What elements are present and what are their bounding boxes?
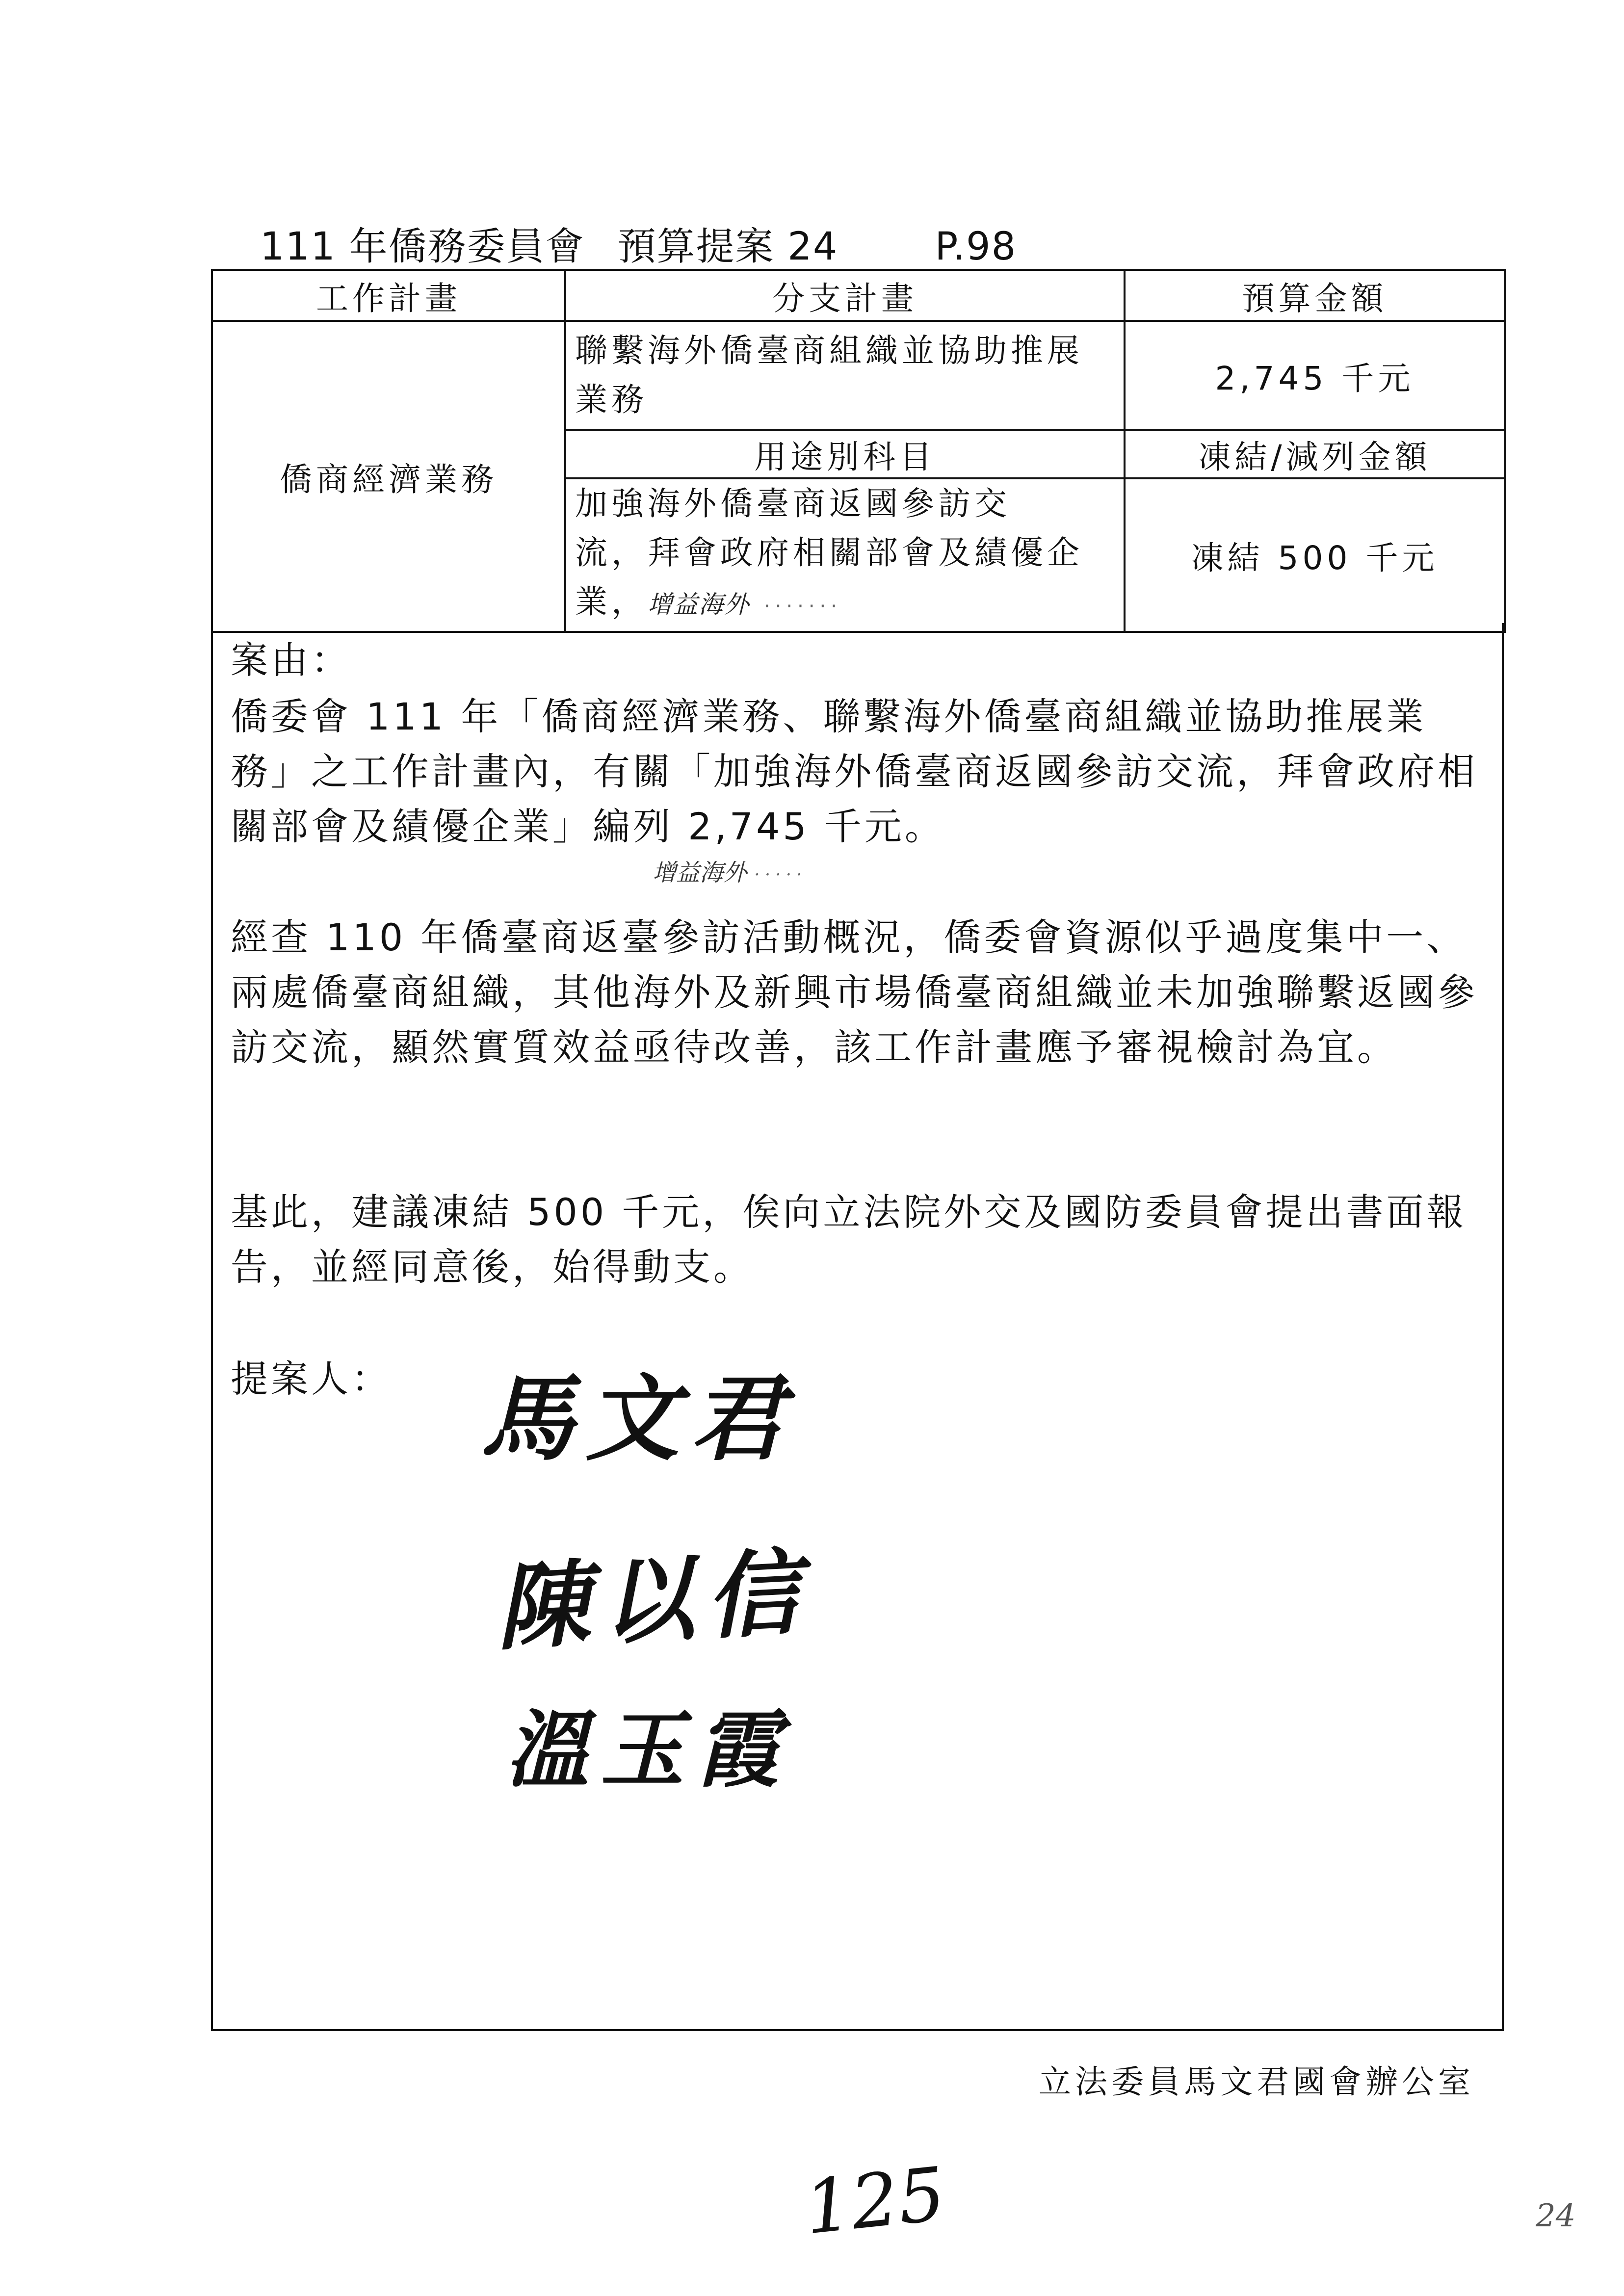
paragraph-handwritten-note (653, 854, 807, 887)
paragraph-note-text: 增益海外 (653, 859, 747, 887)
col-header-expense-item: 用途別科目 (565, 430, 1125, 478)
col-header-budget-amount: 預算金額 (1125, 270, 1505, 321)
reason-paragraph-2: 經查 110 年僑臺商返臺參訪活動概況，僑委會資源似乎過度集中一、兩處僑臺商組織，其他海外及新興市場僑臺商組織並未加強聯繫返國參訪交流，顯然實質效益亟待改善，該工作計畫應予審視檢討為宜。 (231, 915, 1478, 1069)
work-plan-cell: 僑商經濟業務 (212, 321, 565, 632)
reason-label: 案由： (231, 638, 351, 682)
col-header-freeze-amount: 凍結/減列金額 (1125, 430, 1505, 478)
expense-item-line-3-text: 業， (575, 583, 648, 621)
signature-2: 陳以信 (493, 1537, 814, 1663)
page-number: 125 (800, 2151, 949, 2251)
col-header-branch-plan: 分支計畫 (565, 270, 1125, 321)
header-proposal: 預算提案 24 (617, 225, 838, 269)
expense-item-line-2: 流，拜會政府相關部會及績優企 (575, 534, 1083, 572)
branch-plan-cell: 聯繫海外僑臺商組織並協助推展業務 (565, 321, 1125, 430)
annotation-dots: ······· (763, 595, 842, 618)
table-header-row (212, 270, 1505, 321)
signature-3: 溫玉霞 (505, 1701, 791, 1799)
freeze-amount-cell: 凍結 500 千元 (1125, 478, 1505, 632)
budget-amount-cell: 2,745 千元 (1125, 321, 1505, 430)
table-row (212, 321, 1505, 430)
col-header-work-plan: 工作計畫 (212, 270, 565, 321)
paragraph-note-dots: ····· (754, 865, 807, 885)
header-year-committee: 111 年僑務委員會 (260, 225, 585, 269)
reason-paragraph-3: 基此，建議凍結 500 千元，俟向立法院外交及國防委員會提出書面報告，並經同意後，始得動支。 (231, 1190, 1467, 1289)
header-page-ref: P.98 (935, 225, 1017, 269)
signature-1: 馬文君 (481, 1364, 796, 1473)
corner-mark: 24 (1536, 2198, 1576, 2234)
office-footer: 立法委員馬文君國會辦公室 (1039, 2063, 1474, 2101)
expense-item-line-1: 加強海外僑臺商返國參訪交 (575, 485, 1011, 522)
proposer-label: 提案人： (231, 1357, 392, 1401)
handwritten-annotation: 增益海外 (648, 590, 750, 619)
budget-table (211, 269, 1506, 633)
document-header (260, 216, 1017, 271)
reason-paragraph-1: 僑委會 111 年「僑商經濟業務、聯繫海外僑臺商組織並協助推展業務」之工作計畫內，有關「加強海外僑臺商返國參訪交流，拜會政府相關部會及績優企業」編列 2,745 千元。 (231, 695, 1478, 848)
expense-item-cell (565, 478, 1125, 632)
